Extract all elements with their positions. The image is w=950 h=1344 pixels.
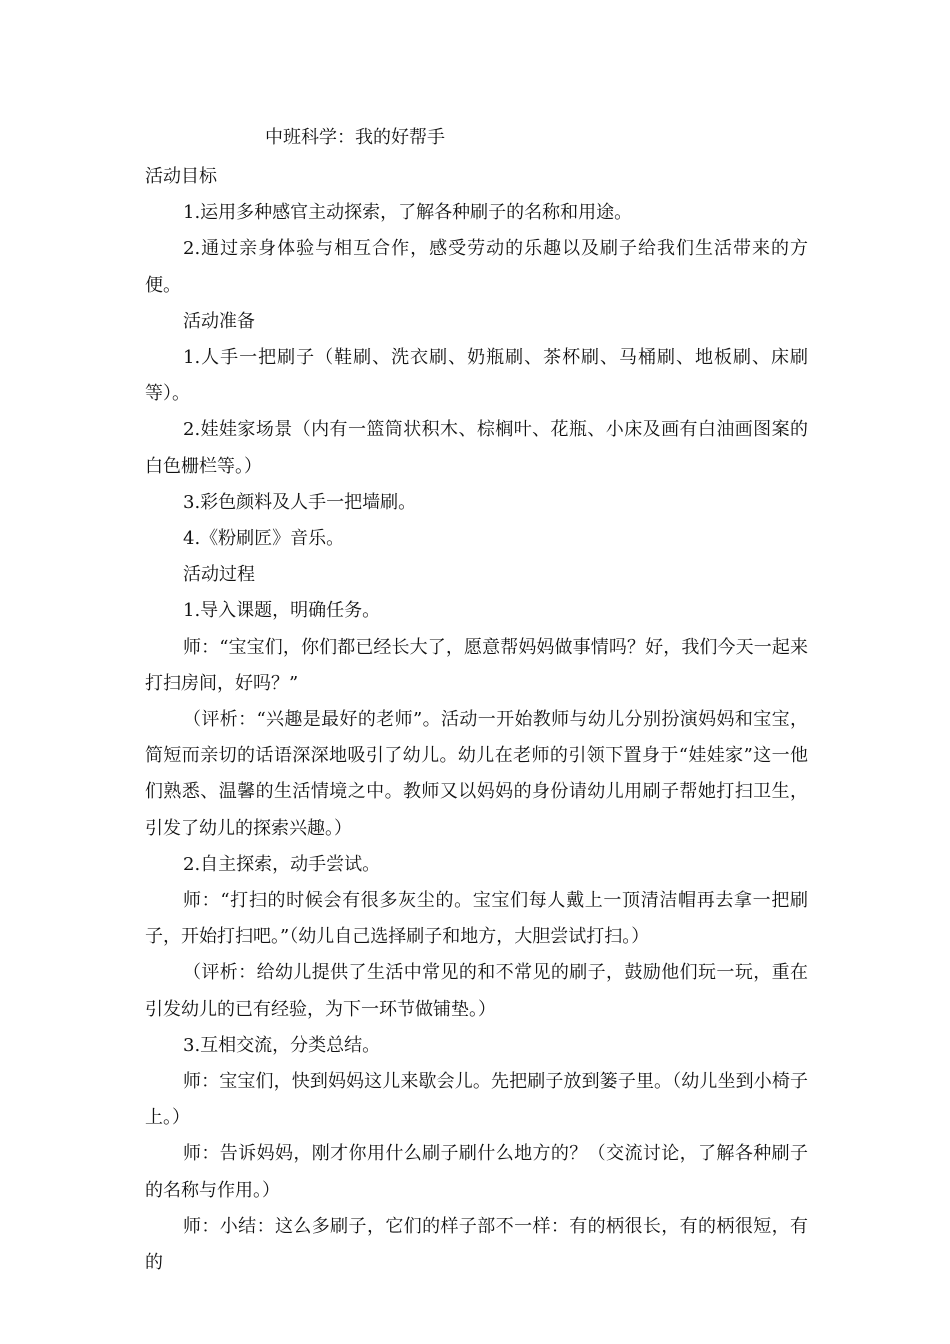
paragraph: 1.运用多种感官主动探索，了解各种刷子的名称和用途。 — [183, 202, 633, 224]
section-heading-process: 活动过程 — [183, 564, 255, 586]
paragraph: 3.彩色颜料及人手一把墙刷。 — [183, 491, 417, 513]
document-title: 中班科学：我的好帮手 — [265, 127, 445, 148]
paragraph: 4.《粉刷匠》音乐。 — [183, 528, 345, 550]
paragraph: 2.自主探索，动手尝试。 — [183, 853, 381, 875]
paragraph: 师：小结：这么多刷子，它们的样子部不一样：有的柄很长，有的柄很短，有的 — [145, 1215, 808, 1274]
paragraph: 师：“宝宝们，你们都已经长大了，愿意帮妈妈做事情吗？好，我们今天一起来打扫房间，好吗？” — [145, 636, 808, 694]
paragraph: 1.人手一把刷子（鞋刷、洗衣刷、奶瓶刷、茶杯刷、马桶刷、地板刷、床刷等）。 — [145, 347, 808, 405]
paragraph: 师：宝宝们，快到妈妈这儿来歇会儿。先把刷子放到篓子里。（幼儿坐到小椅子上。） — [145, 1071, 808, 1129]
section-heading-goals: 活动目标 — [145, 166, 217, 187]
document-body — [145, 159, 808, 1281]
paragraph: （评析：给幼儿提供了生活中常见的和不常见的刷子，鼓励他们玩一玩，重在引发幼儿的已有经验，为下一环节做铺垫。） — [145, 962, 808, 1020]
paragraph: 3.互相交流，分类总结。 — [183, 1034, 381, 1056]
section-heading-preparation: 活动准备 — [183, 310, 255, 332]
paragraph: 2.通过亲身体验与相互合作，感受劳动的乐趣以及刷子给我们生活带来的方便。 — [145, 238, 808, 296]
paragraph: 师：“打扫的时候会有很多灰尘的。宝宝们每人戴上一顶清洁帽再去拿一把刷子，开始打扫吧。”（幼儿自己选择刷子和地方，大胆尝试打扫。） — [145, 890, 808, 948]
paragraph: 1.导入课题，明确任务。 — [183, 600, 381, 622]
paragraph: 师：告诉妈妈，刚才你用什么刷子刷什么地方的？（交流讨论，了解各种刷子的名称与作用。） — [145, 1143, 808, 1201]
paragraph: （评析：“兴趣是最好的老师”。活动一开始教师与幼儿分别扮演妈妈和宝宝，简短而亲切的话语深深地吸引了幼儿。幼儿在老师的引领下置身于“娃娃家”这一他们熟悉、温馨的生活情境之中。教师又以妈妈的身份请幼儿用刷子帮她打扫卫生，引发了幼儿的探索兴趣。） — [145, 709, 808, 839]
paragraph: 2.娃娃家场景（内有一篮筒状积木、棕榈叶、花瓶、小床及画有白油画图案的白色栅栏等。） — [145, 419, 808, 477]
